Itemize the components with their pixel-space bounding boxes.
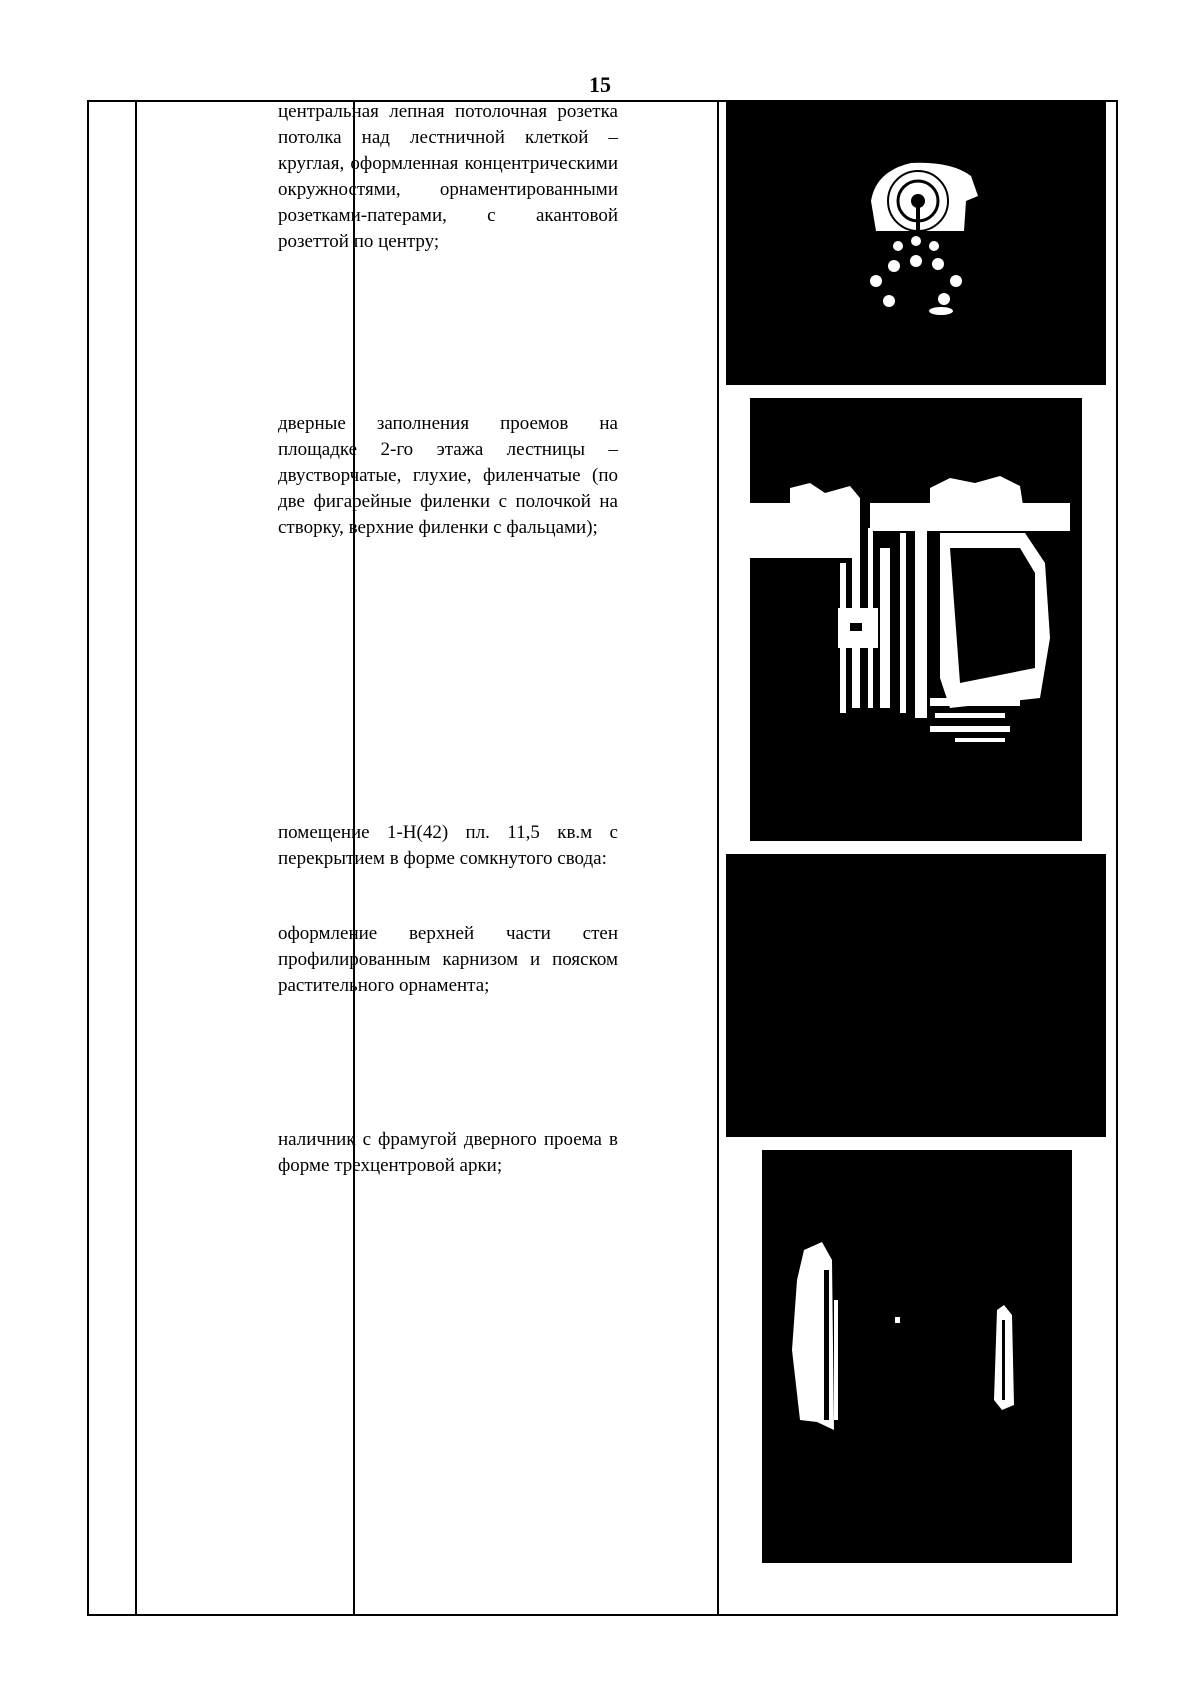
entry-door-arch (278, 1127, 618, 1179)
entry-ceiling-rosette (278, 99, 618, 255)
entry-text: центральная лепная потолочная розетка потолка над лестничной клеткой – круглая, оформленная концентрическими окружностями, орнаментированными розетками-патерами, с акантовой розеттой по центру; (278, 101, 618, 252)
door-photo (750, 398, 1082, 841)
entry-text: дверные заполнения проемов на площадке 2-го этажа лестницы – двустворчатые, глухие, филенчатые (по две фигарейные филенки с полочкой на створку, верхние филенки с фальцами); (278, 413, 618, 538)
ceiling-rosette-photo (726, 101, 1106, 385)
column-divider-3 (717, 102, 719, 1614)
entry-room (278, 820, 618, 872)
entry-wall-cornice (278, 921, 618, 999)
entry-text: наличник с фрамугой дверного проема в форме трехцентровой арки; (278, 1129, 618, 1176)
entry-text: помещение 1-Н(42) пл. 11,5 кв.м с перекрытием в форме сомкнутого свода: (278, 822, 618, 869)
door-arch-photo (762, 1150, 1072, 1563)
entry-doors (278, 411, 618, 541)
entry-text: оформление верхней части стен профилированным карнизом и пояском растительного орнамента; (278, 923, 618, 996)
page-number: 15 (589, 72, 611, 97)
column-divider-1 (135, 102, 137, 1614)
room-photo (726, 854, 1106, 1137)
